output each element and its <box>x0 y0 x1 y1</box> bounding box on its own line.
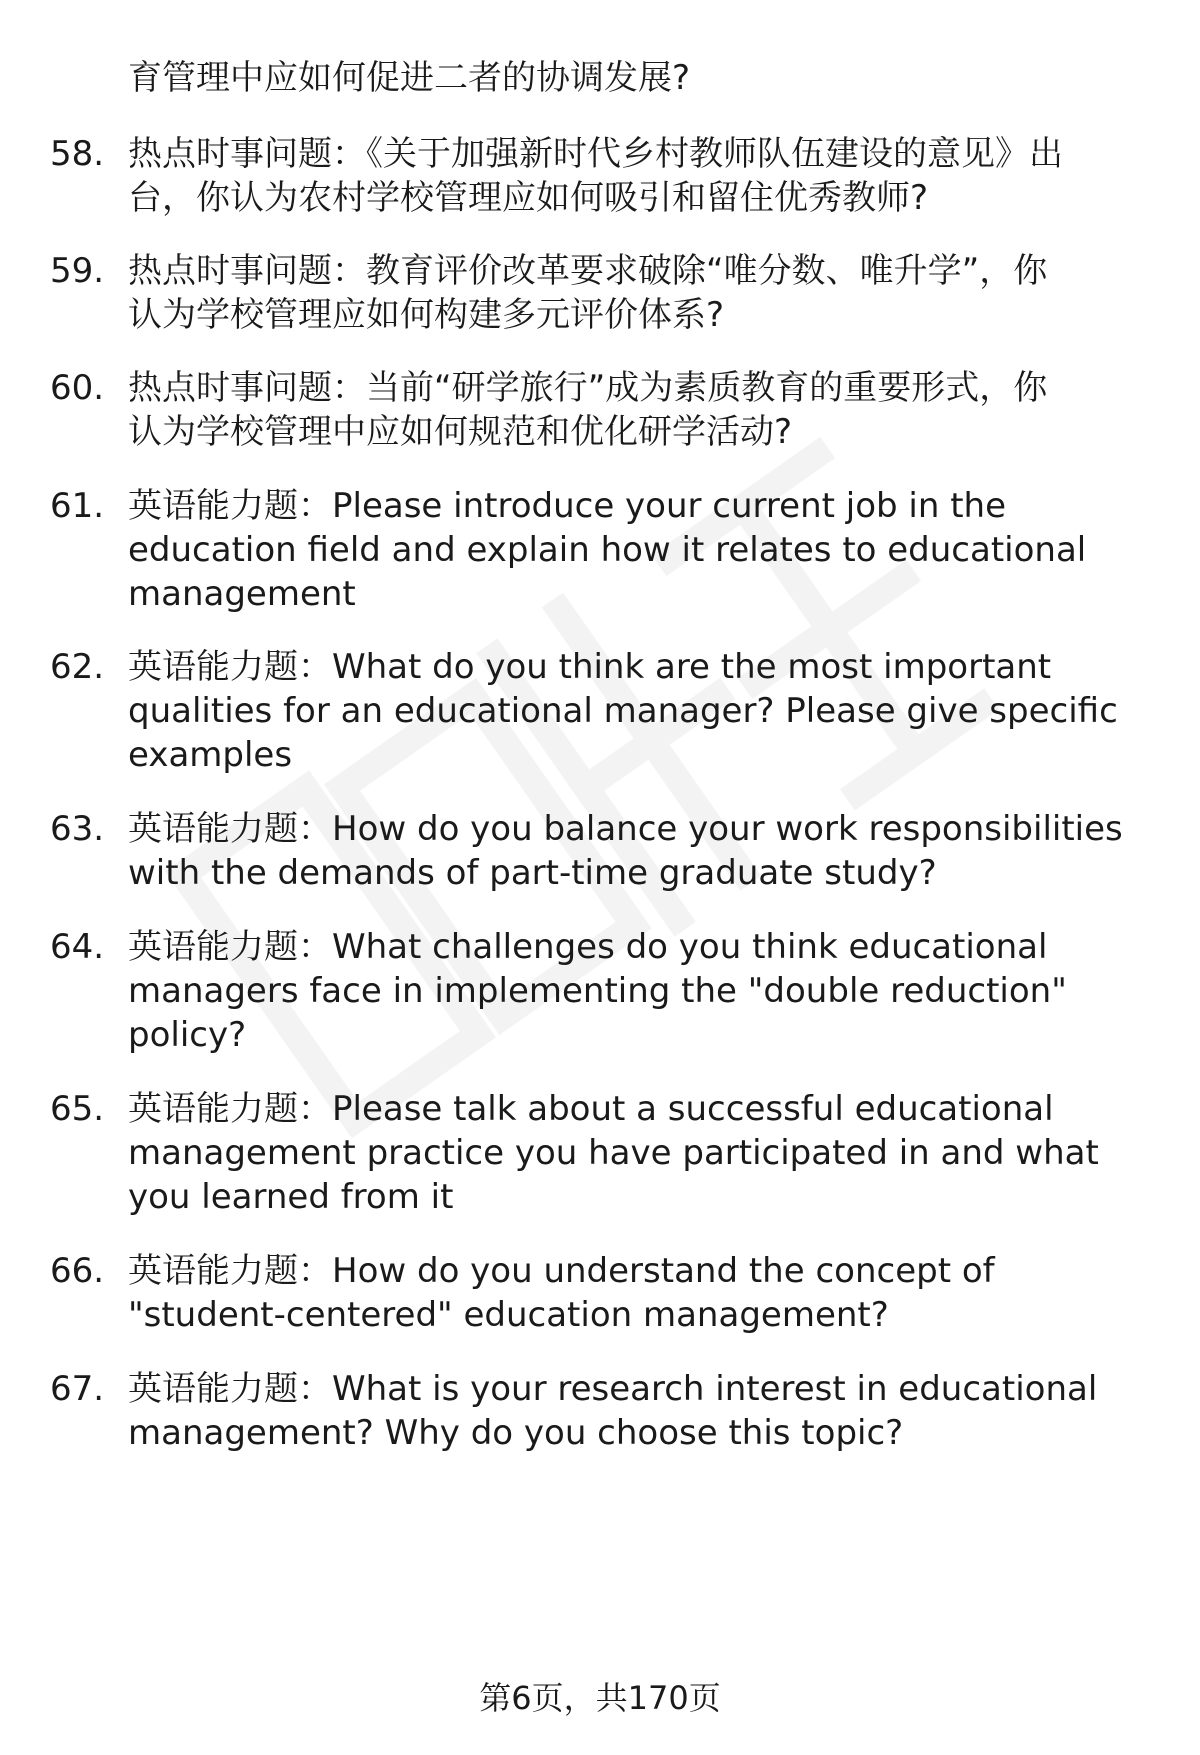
item-text-line: qualities for an educational manager? Please give specific <box>128 691 1118 731</box>
item-number: 64. <box>50 927 105 967</box>
page-number-footer: 第6页，共170页 <box>479 1679 721 1717</box>
item-number: 59. <box>50 251 105 291</box>
item-number: 66. <box>50 1251 105 1291</box>
item-text-line: 英语能力题：Please introduce your current job in the <box>128 486 1007 526</box>
item-text-line: 英语能力题：Please talk about a successful educational <box>128 1089 1054 1129</box>
item-text-line: 台，你认为农村学校管理应如何吸引和留住优秀教师? <box>128 178 929 218</box>
item-number: 65. <box>50 1089 105 1129</box>
item-text-line: 热点时事问题：《关于加强新时代乡村教师队伍建设的意见》出 <box>128 134 1063 174</box>
item-text-line: examples <box>128 735 293 775</box>
item-number: 61. <box>50 486 105 526</box>
item-text-line: with the demands of part-time graduate study? <box>128 853 937 893</box>
item-text-line: 热点时事问题：当前“研学旅行”成为素质教育的重要形式，你 <box>128 368 1048 408</box>
item-text-line: management practice you have participated in and what <box>128 1133 1099 1173</box>
item-text-line: 热点时事问题：教育评价改革要求破除“唯分数、唯升学”，你 <box>128 251 1048 291</box>
item-number: 63. <box>50 809 105 849</box>
item-text-line: 认为学校管理应如何构建多元评价体系? <box>128 295 725 335</box>
item-text-line: 认为学校管理中应如何规范和优化研学活动? <box>128 412 793 452</box>
item-text-line: managers face in implementing the "double reduction" <box>128 971 1067 1011</box>
item-text-line: 英语能力题：What challenges do you think educational <box>128 927 1048 967</box>
item-text-line: 英语能力题：What is your research interest in educational <box>128 1369 1098 1409</box>
item-text-line: management? Why do you choose this topic? <box>128 1413 904 1453</box>
continuation-line: 育管理中应如何促进二者的协调发展? <box>128 58 691 98</box>
item-text-line: you learned from it <box>128 1177 454 1217</box>
item-number: 67. <box>50 1369 105 1409</box>
item-number: 60. <box>50 368 105 408</box>
item-text-line: policy? <box>128 1015 247 1055</box>
item-text-line: 英语能力题：How do you understand the concept of <box>128 1251 995 1291</box>
item-text-line: education field and explain how it relates to educational <box>128 530 1087 570</box>
item-text-line: management <box>128 574 356 614</box>
item-number: 62. <box>50 647 105 687</box>
item-text-line: 英语能力题：What do you think are the most important <box>128 647 1052 687</box>
item-text-line: 英语能力题：How do you balance your work responsibilities <box>128 809 1123 849</box>
item-text-line: "student-centered" education management? <box>128 1295 889 1335</box>
item-number: 58. <box>50 134 105 174</box>
